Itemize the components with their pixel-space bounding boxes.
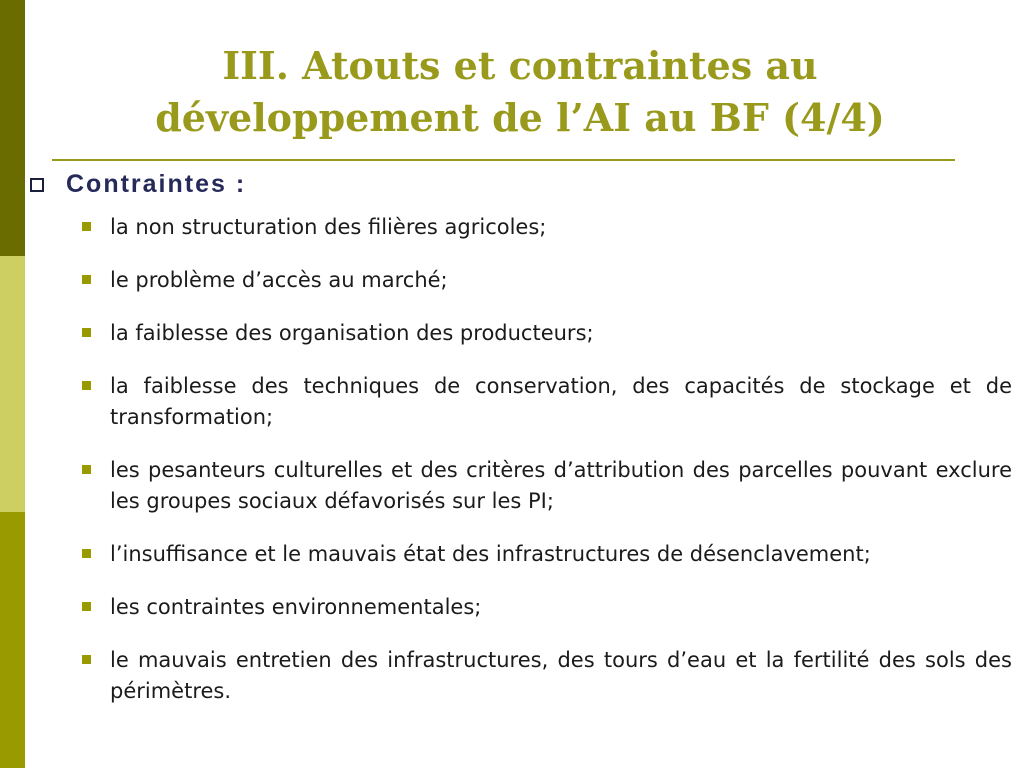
square-bullet-icon [82, 655, 91, 664]
section-heading [30, 170, 246, 199]
sidebar-segment-dark [0, 0, 25, 256]
slide-title-line-2: développement de l’AI au BF (4/4) [155, 95, 885, 140]
list-item-text: les contraintes environnementales; [110, 595, 482, 619]
square-bullet-icon [82, 381, 91, 390]
list-item [82, 371, 1012, 433]
list-item-text: la non structuration des filières agricoles; [110, 215, 547, 239]
list-item [82, 212, 1012, 243]
square-bullet-icon [82, 549, 91, 558]
slide-title-line-1: III. Atouts et contraintes au [222, 43, 818, 88]
list-item [82, 318, 1012, 349]
hollow-square-bullet-icon [30, 178, 44, 192]
square-bullet-icon [82, 465, 91, 474]
list-item-text: le problème d’accès au marché; [110, 268, 448, 292]
list-item [82, 645, 1012, 707]
square-bullet-icon [82, 328, 91, 337]
list-item [82, 539, 1012, 570]
title-divider [52, 159, 955, 161]
section-label: Contraintes : [66, 170, 247, 198]
sidebar-segment-mid [0, 512, 25, 768]
square-bullet-icon [82, 602, 91, 611]
square-bullet-icon [82, 275, 91, 284]
constraints-list [82, 212, 1012, 729]
list-item-text: la faiblesse des organisation des producteurs; [110, 321, 594, 345]
list-item [82, 455, 1012, 517]
sidebar-segment-light [0, 256, 25, 512]
list-item-text: l’insuffisance et le mauvais état des infrastructures de désenclavement; [110, 542, 871, 566]
list-item-text: les pesanteurs culturelles et des critères d’attribution des parcelles pouvant exclure les groupes sociaux défavorisés sur les PI; [110, 458, 1012, 513]
list-item [82, 265, 1012, 296]
slide-title [60, 40, 980, 144]
list-item [82, 592, 1012, 623]
list-item-text: la faiblesse des techniques de conservation, des capacités de stockage et de transformation; [110, 374, 1012, 429]
list-item-text: le mauvais entretien des infrastructures, des tours d’eau et la fertilité des sols des périmètres. [110, 648, 1012, 703]
square-bullet-icon [82, 222, 91, 231]
